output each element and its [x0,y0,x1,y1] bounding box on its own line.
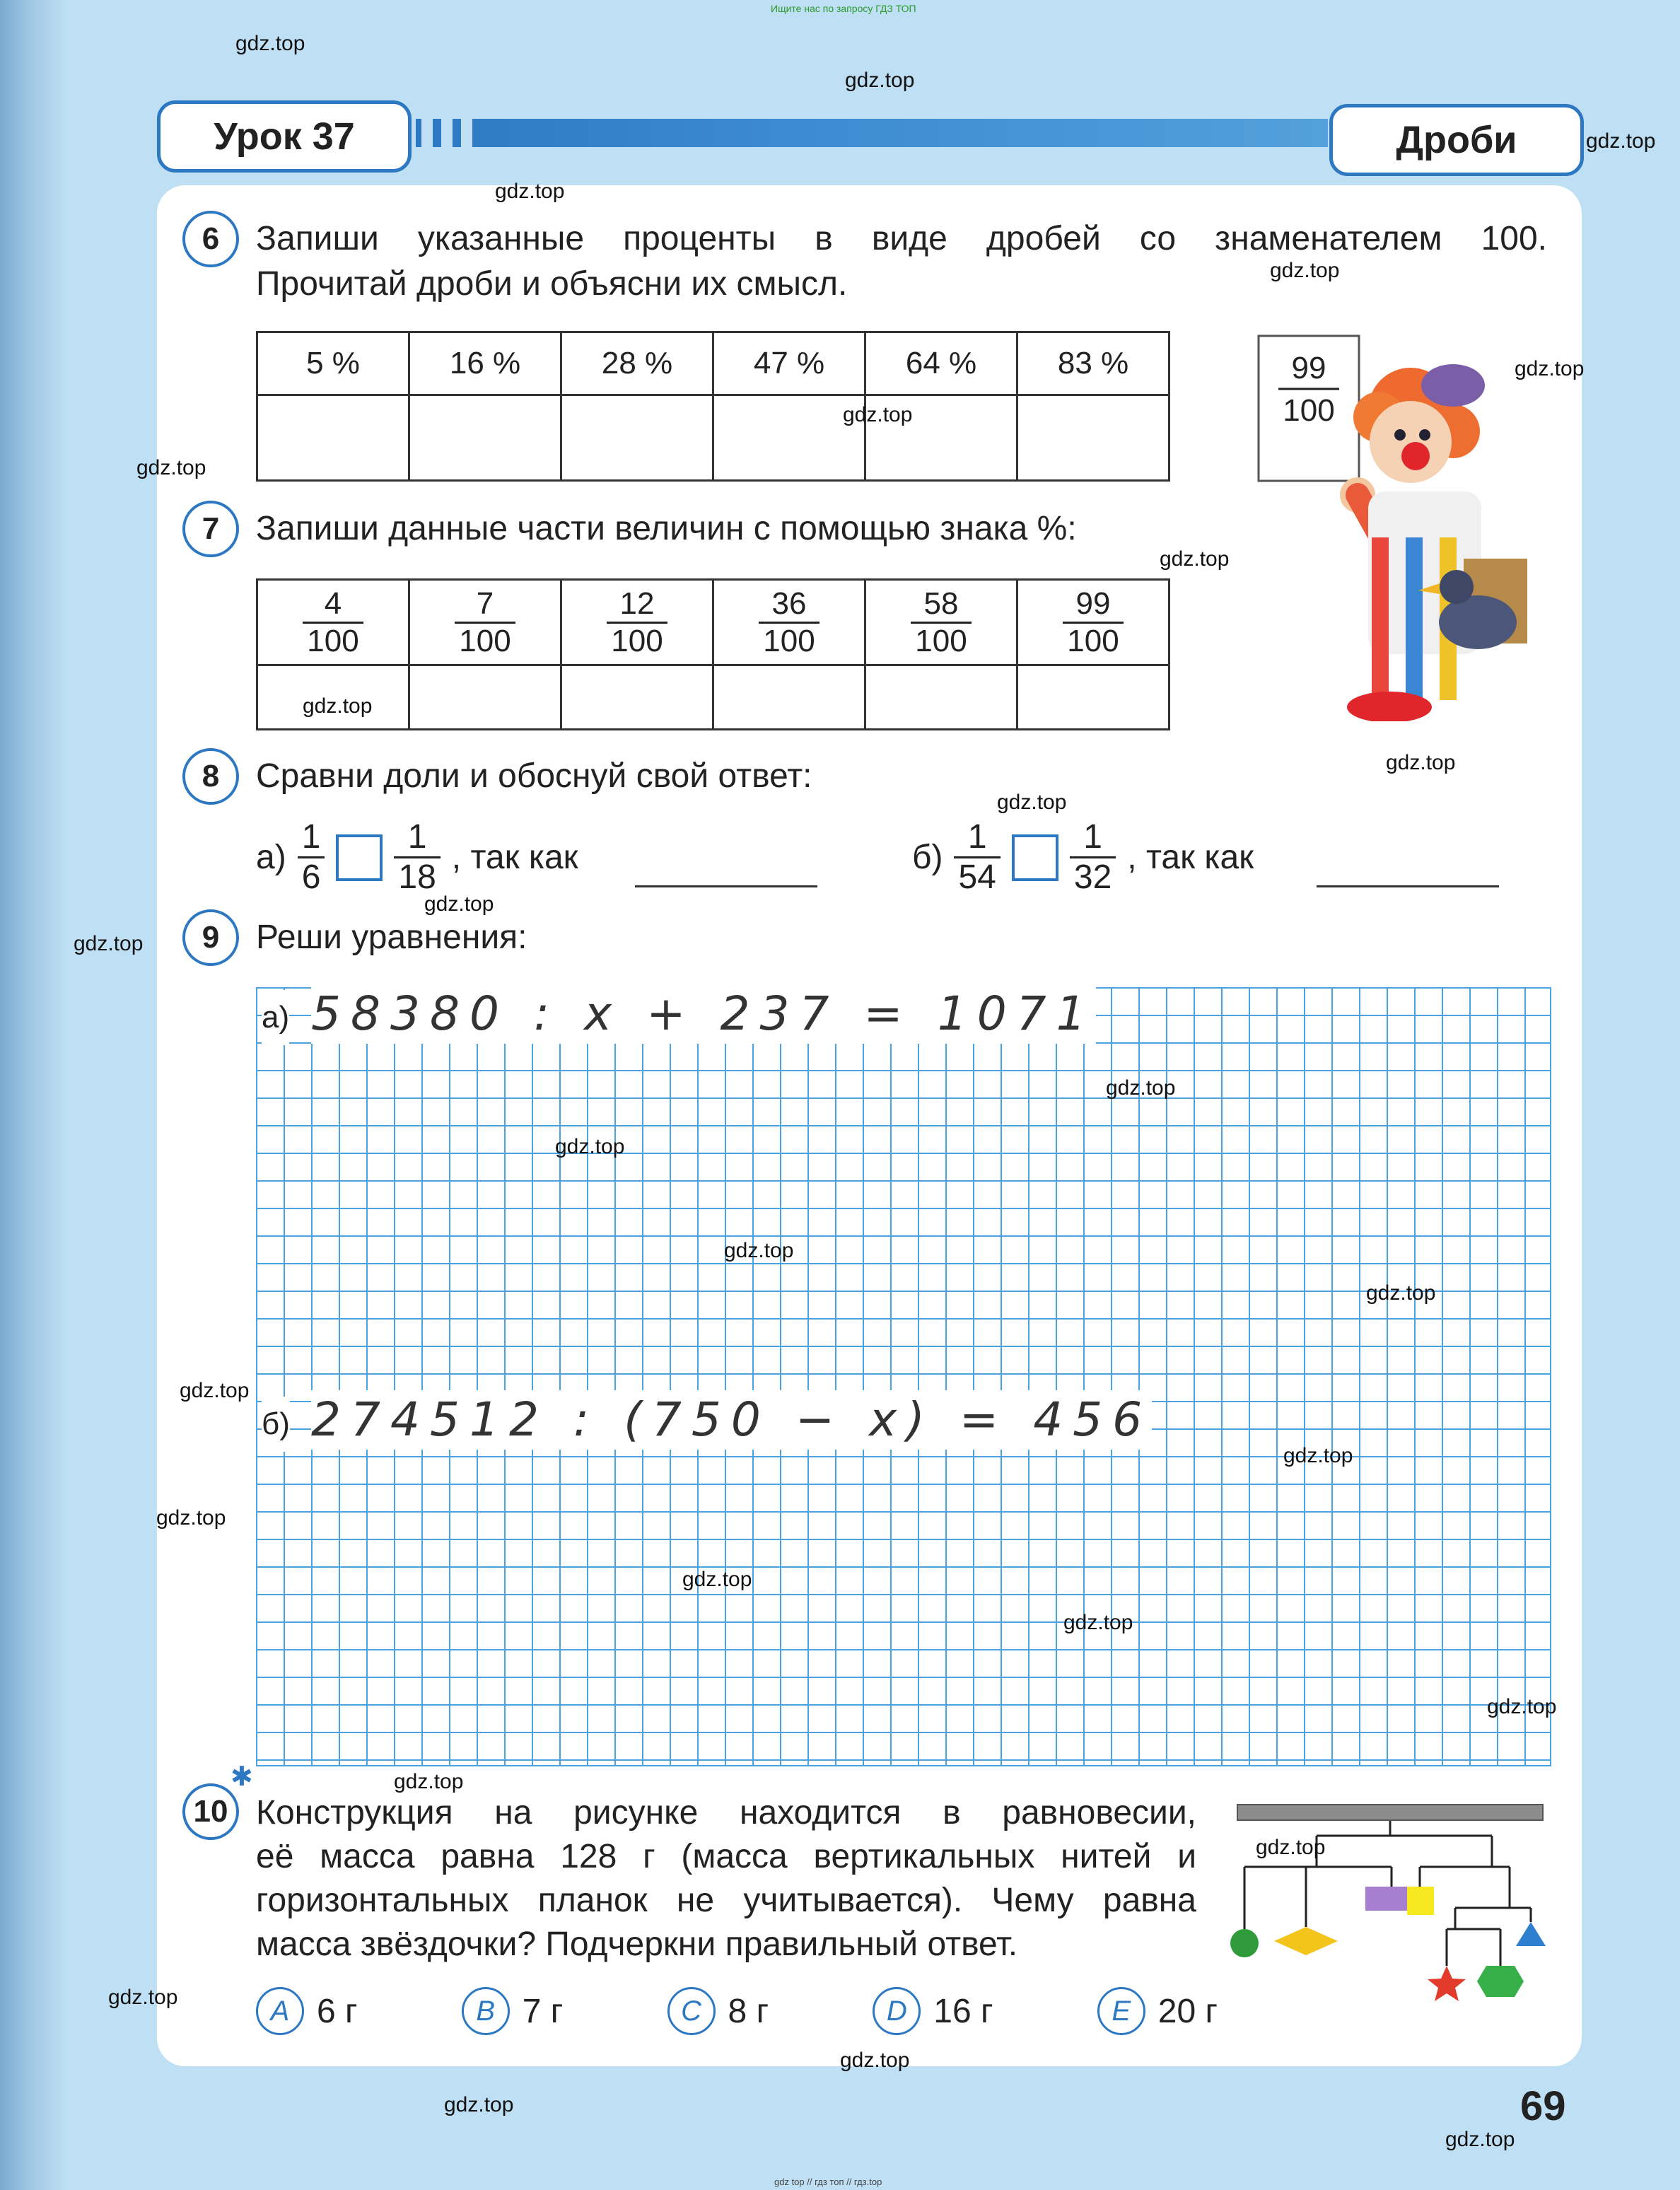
percent-cell: 64 % [865,332,1017,395]
answer-option[interactable] [1097,1987,1218,2035]
fraction-cell [1017,580,1169,665]
watermark: gdz.top [444,2093,514,2116]
fraction-numerator: 58 [923,586,959,621]
star-marker: ✱ [231,1762,253,1792]
triangle-shape [1516,1922,1546,1946]
answer-line[interactable] [1317,885,1499,887]
header-stripe [441,119,453,147]
option-letter: D [873,1987,921,2035]
fraction-denominator: 100 [303,622,363,657]
watermark: gdz.top [303,694,373,718]
answer-cell[interactable] [409,395,561,481]
compare-label: а) [256,839,286,876]
percent-cell: 83 % [1017,332,1169,395]
hexagon-shape [1477,1966,1524,1997]
watermark: gdz.top [1283,1444,1353,1467]
clown-eye [1419,429,1430,441]
square-shape [1407,1887,1434,1915]
watermark: gdz.top [843,403,913,426]
rhombus-shape [1274,1927,1338,1955]
option-letter: A [256,1987,304,2035]
fraction-numerator: 99 [1075,586,1111,621]
fraction-numerator: 1 [1083,818,1102,856]
fraction-row [257,580,1169,665]
equation-label: а) [262,990,289,1045]
fraction-denominator: 100 [455,622,515,657]
answer-line[interactable] [635,885,817,887]
answer-options [256,1987,1218,2035]
answer-option[interactable] [873,1987,993,2035]
watermark: gdz.top [682,1568,752,1591]
watermark: gdz.top [156,1506,226,1530]
equation-b: 274512 : (750 − x) = 456 [311,1390,1152,1450]
answer-cell[interactable] [1017,665,1169,730]
task-number: 7 [182,501,239,557]
equation-label: б) [262,1397,290,1452]
fraction-denominator: 100 [1063,622,1123,657]
crow-head [1440,570,1474,604]
watermark: gdz.top [495,180,565,203]
watermark: gdz.top [1366,1281,1436,1305]
clown-eye [1394,429,1406,441]
percent-cell: 5 % [257,332,409,395]
watermark: gdz.top [108,1986,178,2009]
watermark: gdz.top [424,892,494,916]
option-value: 7 г [522,1992,564,2030]
mobile-top-bar [1237,1805,1543,1820]
answer-row [257,665,1169,730]
fraction-denominator: 100 [759,622,819,657]
clown-stripe [1372,537,1389,700]
bottom-note: gdz top // гдз топ // гдз.top [774,2177,882,2187]
task10-line3: горизонтальных планок не учитывается). Чему равна [256,1882,1196,1919]
book-spine-shadow [0,0,67,2190]
option-letter: C [667,1987,716,2035]
option-letter: E [1097,1987,1145,2035]
watermark: gdz.top [136,456,206,479]
watermark: gdz.top [1270,259,1340,282]
task-number: 8 [182,748,239,805]
compare-a [256,820,578,895]
option-value: 8 г [728,1992,769,2030]
answer-option[interactable] [256,1987,358,2035]
answer-cell[interactable] [561,395,713,481]
balance-mobile [1230,1796,1556,2051]
fraction-denominator: 100 [911,622,971,657]
answer-option[interactable] [667,1987,769,2035]
fraction-numerator: 1 [407,818,427,856]
watermark: gdz.top [1256,1836,1326,1859]
watermark: gdz.top [724,1239,794,1262]
fraction-numerator: 1 [967,818,987,856]
clown-illustration [1252,325,1563,721]
fraction-numerator: 4 [324,586,342,621]
percent-table [256,331,1170,482]
header-stripe [421,119,433,147]
percent-cell: 16 % [409,332,561,395]
fraction-cell [713,580,865,665]
answer-cell[interactable] [561,665,713,730]
lesson-title: Урок 37 [157,100,412,173]
option-value: 6 г [317,1992,358,2030]
task10-line1: Конструкция на рисунке находится в равновесии, [256,1794,1196,1831]
compare-b [912,820,1254,895]
answer-cell[interactable] [257,395,409,481]
clown-stripe [1406,537,1423,700]
watermark: gdz.top [1160,547,1230,571]
fraction-numerator: 36 [771,586,807,621]
fraction-cell [257,580,409,665]
because-text: , так как [1127,839,1254,876]
watermark: gdz.top [235,32,305,55]
task10-line4: масса звёздочки? Подчеркни правильный ответ. [256,1926,1018,1963]
answer-cell[interactable] [713,665,865,730]
task9-text: Реши уравнения: [256,919,527,956]
watermark: gdz.top [180,1379,250,1402]
task6-line1: Запиши указанные проценты в виде дробей со знаменателем 100. [256,220,1547,257]
fraction-cell [561,580,713,665]
option-letter: B [462,1987,510,2035]
task10-line2: её масса равна 128 г (масса вертикальных нитей и [256,1838,1196,1875]
clown-card-denominator: 100 [1283,393,1335,428]
answer-cell[interactable] [409,665,561,730]
fraction-denominator: 18 [394,856,440,895]
watermark: gdz.top [1445,2128,1515,2151]
watermark: gdz.top [845,69,915,92]
watermark: gdz.top [555,1135,625,1158]
watermark: gdz.top [1586,129,1656,153]
fraction-numerator: 12 [619,586,655,621]
watermark: gdz.top [1487,1695,1557,1718]
comparison-box[interactable] [336,834,383,881]
task-number: 9 [182,909,239,966]
fraction-numerator: 7 [476,586,494,621]
comparison-box[interactable] [1012,834,1058,881]
top-note: Ищите нас по запросу ГДЗ ТОП [771,3,916,14]
percent-row [257,332,1169,395]
topic-title: Дроби [1329,104,1584,176]
option-value: 16 г [933,1992,993,2030]
page-number: 69 [1520,2083,1566,2129]
header-band [416,119,1328,147]
fraction-denominator: 32 [1070,856,1116,895]
task8-text: Сравни доли и обоснуй свой ответ: [256,757,812,795]
clown-card-numerator: 99 [1291,351,1326,385]
watermark: gdz.top [1515,357,1585,380]
compare-label: б) [912,839,943,876]
circle-shape [1230,1929,1259,1957]
watermark: gdz.top [1063,1611,1133,1634]
task6-line2: Прочитай дроби и объясни их смысл. [256,265,848,303]
fraction-table [256,578,1170,730]
answer-option[interactable] [462,1987,564,2035]
fraction-denominator: 54 [954,856,1000,895]
task-number: 6 [182,211,239,267]
fraction-denominator: 6 [298,856,325,895]
watermark: gdz.top [74,932,144,955]
clown-nose [1401,442,1430,470]
header-stripe [461,119,472,147]
clown-hat [1421,364,1485,407]
watermark: gdz.top [997,791,1067,814]
answer-cell[interactable] [1017,395,1169,481]
watermark: gdz.top [1106,1076,1176,1100]
percent-cell: 28 % [561,332,713,395]
percent-cell: 47 % [713,332,865,395]
task7-text: Запиши данные части величин с помощью знака %: [256,510,1077,547]
answer-cell[interactable] [865,665,1017,730]
watermark: gdz.top [1386,751,1456,774]
clown-face [1370,401,1452,483]
clown-shoe [1347,692,1432,721]
answer-row [257,395,1169,481]
crow-body [1439,595,1517,649]
fraction-denominator: 100 [607,622,667,657]
equation-a: 58380 : x + 237 = 1071 [311,984,1096,1044]
fraction-cell [409,580,561,665]
fraction-numerator: 1 [301,818,321,856]
fraction-cell [865,580,1017,665]
watermark: gdz.top [394,1770,464,1793]
because-text: , так как [451,839,578,876]
option-value: 20 г [1157,1992,1218,2030]
watermark: gdz.top [840,2049,910,2072]
star-shape [1428,1966,1466,2001]
task-number: 10 [182,1783,239,1840]
work-grid[interactable] [256,987,1551,1766]
